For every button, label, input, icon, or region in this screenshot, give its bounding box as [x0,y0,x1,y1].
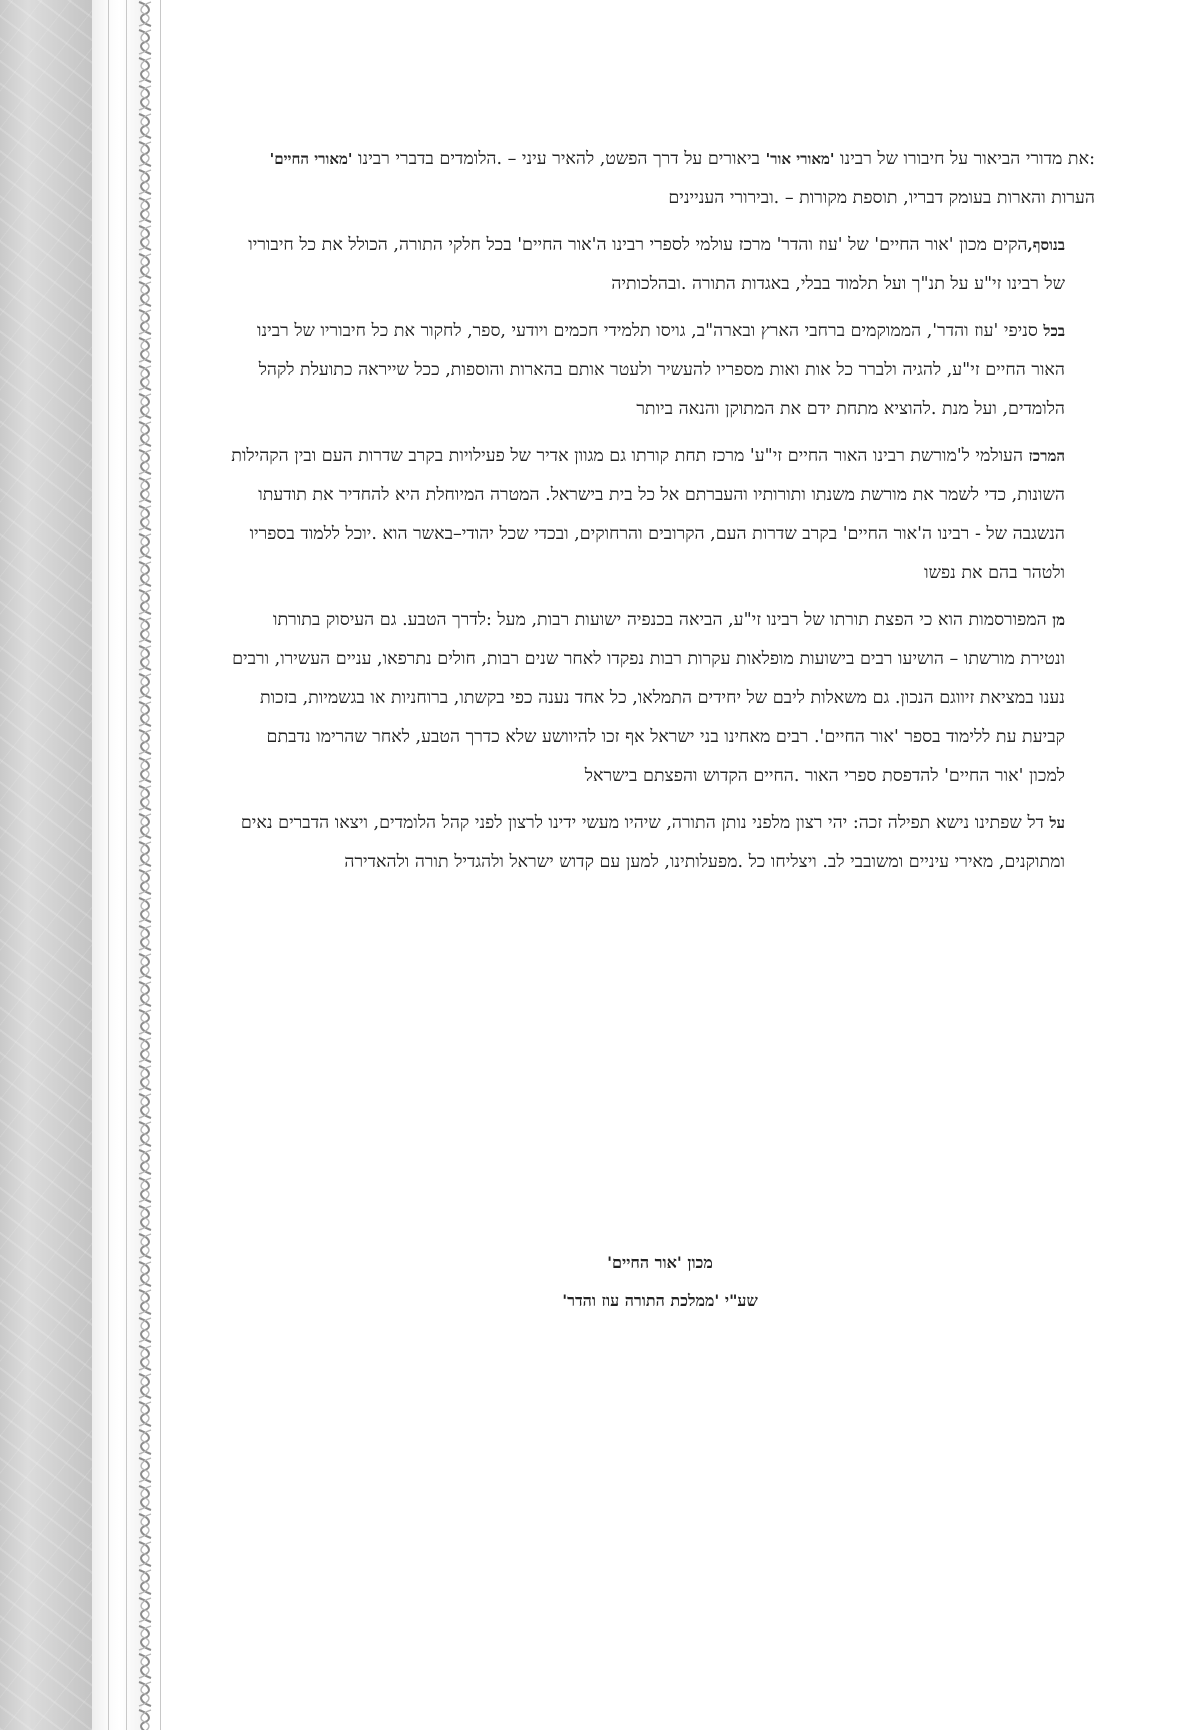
paragraph-bnosaf [225,226,1095,304]
signature-line-2: שע"י 'ממלכת התורה עוז והדר' [562,1291,758,1310]
title-meorei-or: 'מאורי אור' [765,150,835,168]
lead-word: בכל [1043,322,1065,340]
paragraph-text: סניפי 'עוז והדר', הממוקמים ברחבי הארץ ובארה"ב, גויסו תלמידי חכמים ויודעי ,ספר, לחקור את כל חיבוריו של רבינו האור החיים זי"ע, להגיה ולברר כל אות ואות מספריו להעשיר ולעטר אותם בהארות והוספות, ככל שייראה כתועלת לקהל הלומדים, ועל מנת .להוציא מתחת ידם את המתוקן והנאה ביותר [256,321,1065,419]
paragraph-min [225,601,1095,796]
paragraph-text: הקים מכון 'אור החיים' של 'עוז והדר' מרכז עולמי לספרי רבינו ה'אור החיים' בכל חלקי התורה, הכולל את כל חיבוריו של רבינו זי"ע על תנ"ך ועל תלמוד בבלי, באגדות התורה .ובהלכותיה [248,235,1065,294]
paragraph-hamerkaz [225,437,1095,593]
text: :את מדורי הביאור על חיבורו של רבינו [834,149,1095,169]
rail-line [108,0,109,1730]
document-body [225,140,1095,890]
paragraph-intro [225,140,1095,218]
title-meorei-hachaim: 'מאורי החיים' [269,150,353,168]
marble-border [0,0,92,1730]
lead-word: מן [1052,611,1065,629]
text: ביאורים על דרך הפשט, להאיר עיני – [507,149,760,169]
rail-line [126,0,127,1730]
text: .הלומדים בדברי רבינו [352,149,503,169]
lead-word: המרכז [1028,447,1065,465]
lead-word: בנוסף, [1027,236,1065,254]
text: .ובירורי העניינים [668,188,780,208]
paragraph-bechol [225,312,1095,429]
lead-word: על [1049,814,1065,832]
paragraph-text: העולמי ל'מורשת רבינו האור החיים זי"ע' מרכז תחת קורתו גם מגוון אדיר של פעילויות בקרב שדרות העם ובין הקהילות השונות, כדי לשמר את מורשת משנתו ותורותיו והעברתם אל כל בית בישראל. המטרה המיוחלת היא להחדיר את תודעתו הנשגבה של - רבינו ה'אור החיים' בקרב שדרות העם, הקרובים והרחוקים, ובכדי שכל יהודי–באשר הוא .יוכל ללמוד בספריו ולטהר בהם את נפשו [231,446,1065,583]
text: הערות והארות בעומק דבריו, תוספת מקורות – [784,188,1095,208]
signature-block [225,1244,1095,1320]
signature-line-1: מכון 'אור החיים' [607,1253,713,1272]
rail-line [160,0,161,1730]
paragraph-text: המפורסמות הוא כי הפצת תורתו של רבינו זי"ע, הביאה בכנפיה ישועות רבות, מעל :לדרך הטבע. גם העיסוק בתורתו ונטירת מורשתו – הושיעו רבים בישועות מופלאות עקרות רבות נפקדו לאחר שנים רבות, חולים נתרפאו, עניים העשירו, ורבים נענו במציאת זיווגם הנכון. גם משאלות ליבם של יחידים התמלאו, כל אחד נענה כפי בקשתו, ברוחניות או בגשמיות, בזכות קביעת עת ללימוד בספר 'אור החיים'. רבים מאחינו בני ישראל אף זכו להיוושע שלא כדרך הטבע, לאחר שהרימו נדבתם למכון 'אור החיים' להדפסת ספרי האור .החיים הקדוש והפצתם בישראל [232,610,1065,786]
paragraph-al [225,804,1095,882]
paragraph-text: דל שפתינו נישא תפילה זכה: יהי רצון מלפני נותן התורה, שיהיו מעשי ידינו לרצון לפני קהל הלומדים, ויצאו הדברים נאים ומתוקנים, מאירי עיניים ומשובבי לב. ויצליחו כל .מפעלותינו, למען עם קדוש ישראל ולהגדיל תורה ולהאדירה [240,813,1065,872]
ornamental-chain [133,0,157,1730]
